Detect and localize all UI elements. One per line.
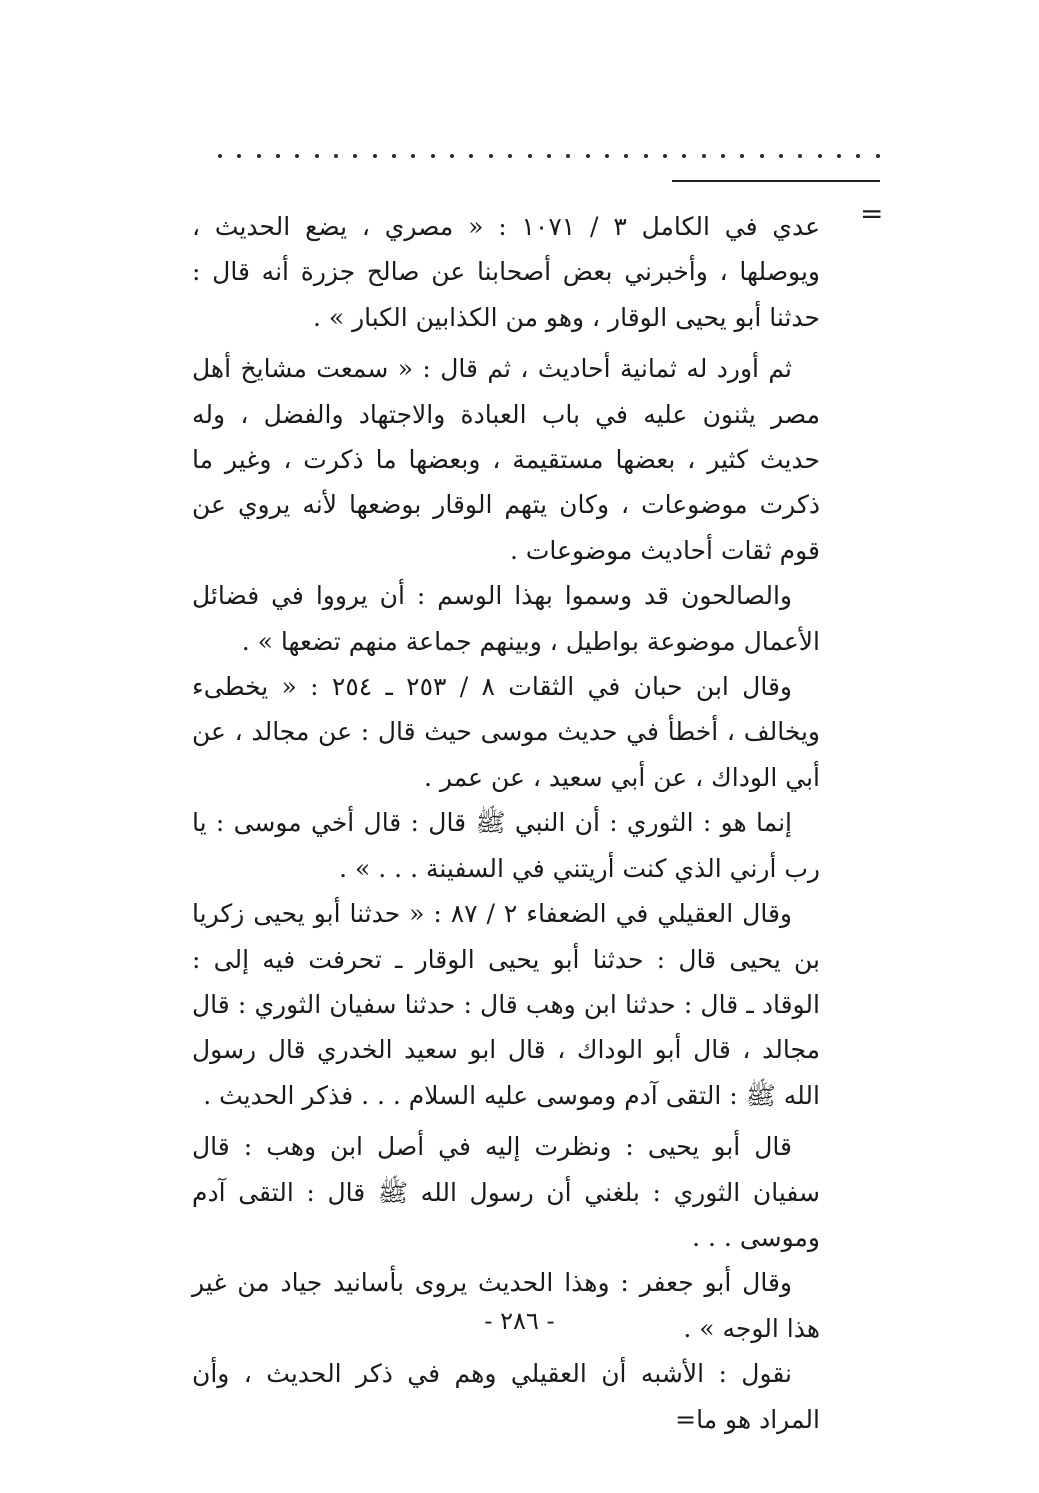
footnote-paragraph: قال أبو يحيى : ونظرت إليه في أصل ابن وهب : قال سفيان الثوري : بلغني أن رسول الله ﷺ قال : التقى آدم وموسى . . .: [192, 1132, 820, 1252]
separator-dot: [489, 154, 493, 158]
separator-dot: [837, 154, 841, 158]
separator-dot: [450, 154, 454, 158]
separator-dot: [257, 154, 261, 158]
separator-dot: [586, 154, 590, 158]
separator-dot: [315, 154, 319, 158]
separator-dot: [760, 154, 764, 158]
separator-dot: [605, 154, 609, 158]
separator-dot: [353, 154, 357, 158]
footnote-paragraph: والصالحون قد وسموا بهذا الوسم : أن يرووا في فضائل الأعمال موضوعة بواطيل ، وبينهم جماعة منهم تضعها » .: [192, 581, 820, 656]
separator-dot: [392, 154, 396, 158]
separator-dot: [411, 154, 415, 158]
separator-dot: [818, 154, 822, 158]
separator-dot: [334, 154, 338, 158]
separator-dot: [740, 154, 744, 158]
separator-dot: [702, 154, 706, 158]
footnote-paragraph: نقول : الأشبه أن العقيلي وهم في ذكر الحديث ، وأن المراد هو ما=: [192, 1359, 820, 1434]
footnote-paragraph: ثم أورد له ثمانية أحاديث ، ثم قال : « سمعت مشايخ أهل مصر يثنون عليه في باب العبادة والاجتهاد والفضل ، وله حديث كثير ، بعضها مستقيمة ، وبعضها ما ذكرت ، وغير ما ذكرت موضوعات ، وكان يتهم الوقار بوضعها لأنه يروي عن قوم ثقات أحاديث موضوعات .: [192, 354, 820, 565]
separator-dot: [237, 154, 241, 158]
footnote-paragraph: وقال أبو جعفر : وهذا الحديث يروى بأسانيد جياد من غير هذا الوجه » .: [192, 1268, 820, 1343]
separator-dot: [373, 154, 377, 158]
footnote-paragraph: إنما هو : الثوري : أن النبي ﷺ قال : قال أخي موسى : يا رب أرني الذي كنت أريتني في السفينة . . . » .: [192, 808, 820, 883]
separator-dot: [624, 154, 628, 158]
separator-dot: [856, 154, 860, 158]
separator-dot: [218, 154, 222, 158]
separator-dot: [798, 154, 802, 158]
separator-dot: [876, 154, 880, 158]
separator-dot: [469, 154, 473, 158]
separator-dot: [431, 154, 435, 158]
separator-dot: [682, 154, 686, 158]
footnote-rule: [672, 180, 880, 182]
separator-dot: [276, 154, 280, 158]
continuation-mark: =: [860, 197, 884, 230]
footnote-paragraph: عدي في الكامل ٣ / ١٠٧١ : « مصري ، يضع الحديث ، ويوصلها ، وأخبرني بعض أصحابنا عن صالح جزرة أنه قال : حدثنا أبو يحيى الوقار ، وهو من الكذابين الكبار » .: [192, 212, 821, 332]
footnote-paragraph: وقال العقيلي في الضعفاء ٢ / ٨٧ : « حدثنا أبو يحيى زكريا بن يحيى قال : حدثنا أبو يحيى الوقار ـ تحرفت فيه إلى : الوقاد ـ قال : حدثنا ابن وهب قال : حدثنا سفيان الثوري : قال مجالد ، قال أبو الوداك ، قال ابو سعيد الخدري قال رسول الله ﷺ : التقى آدم وموسى عليه السلام . . . فذكر الحديث .: [192, 899, 820, 1110]
separator-dot: [721, 154, 725, 158]
separator-dot: [779, 154, 783, 158]
separator-dot: [528, 154, 532, 158]
separator-dot: [566, 154, 570, 158]
footnote-body: [192, 204, 820, 1442]
dotted-separator: [218, 148, 880, 164]
separator-dot: [508, 154, 512, 158]
separator-dot: [547, 154, 551, 158]
footnote-paragraph: وقال ابن حبان في الثقات ٨ / ٢٥٣ ـ ٢٥٤ : « يخطىء ويخالف ، أخطأ في حديث موسى حيث قال : عن مجالد ، عن أبي الوداك ، عن أبي سعيد ، عن عمر .: [192, 672, 820, 792]
separator-dot: [663, 154, 667, 158]
separator-dot: [644, 154, 648, 158]
separator-dot: [295, 154, 299, 158]
page-number: - ٢٨٦ -: [484, 1307, 555, 1335]
